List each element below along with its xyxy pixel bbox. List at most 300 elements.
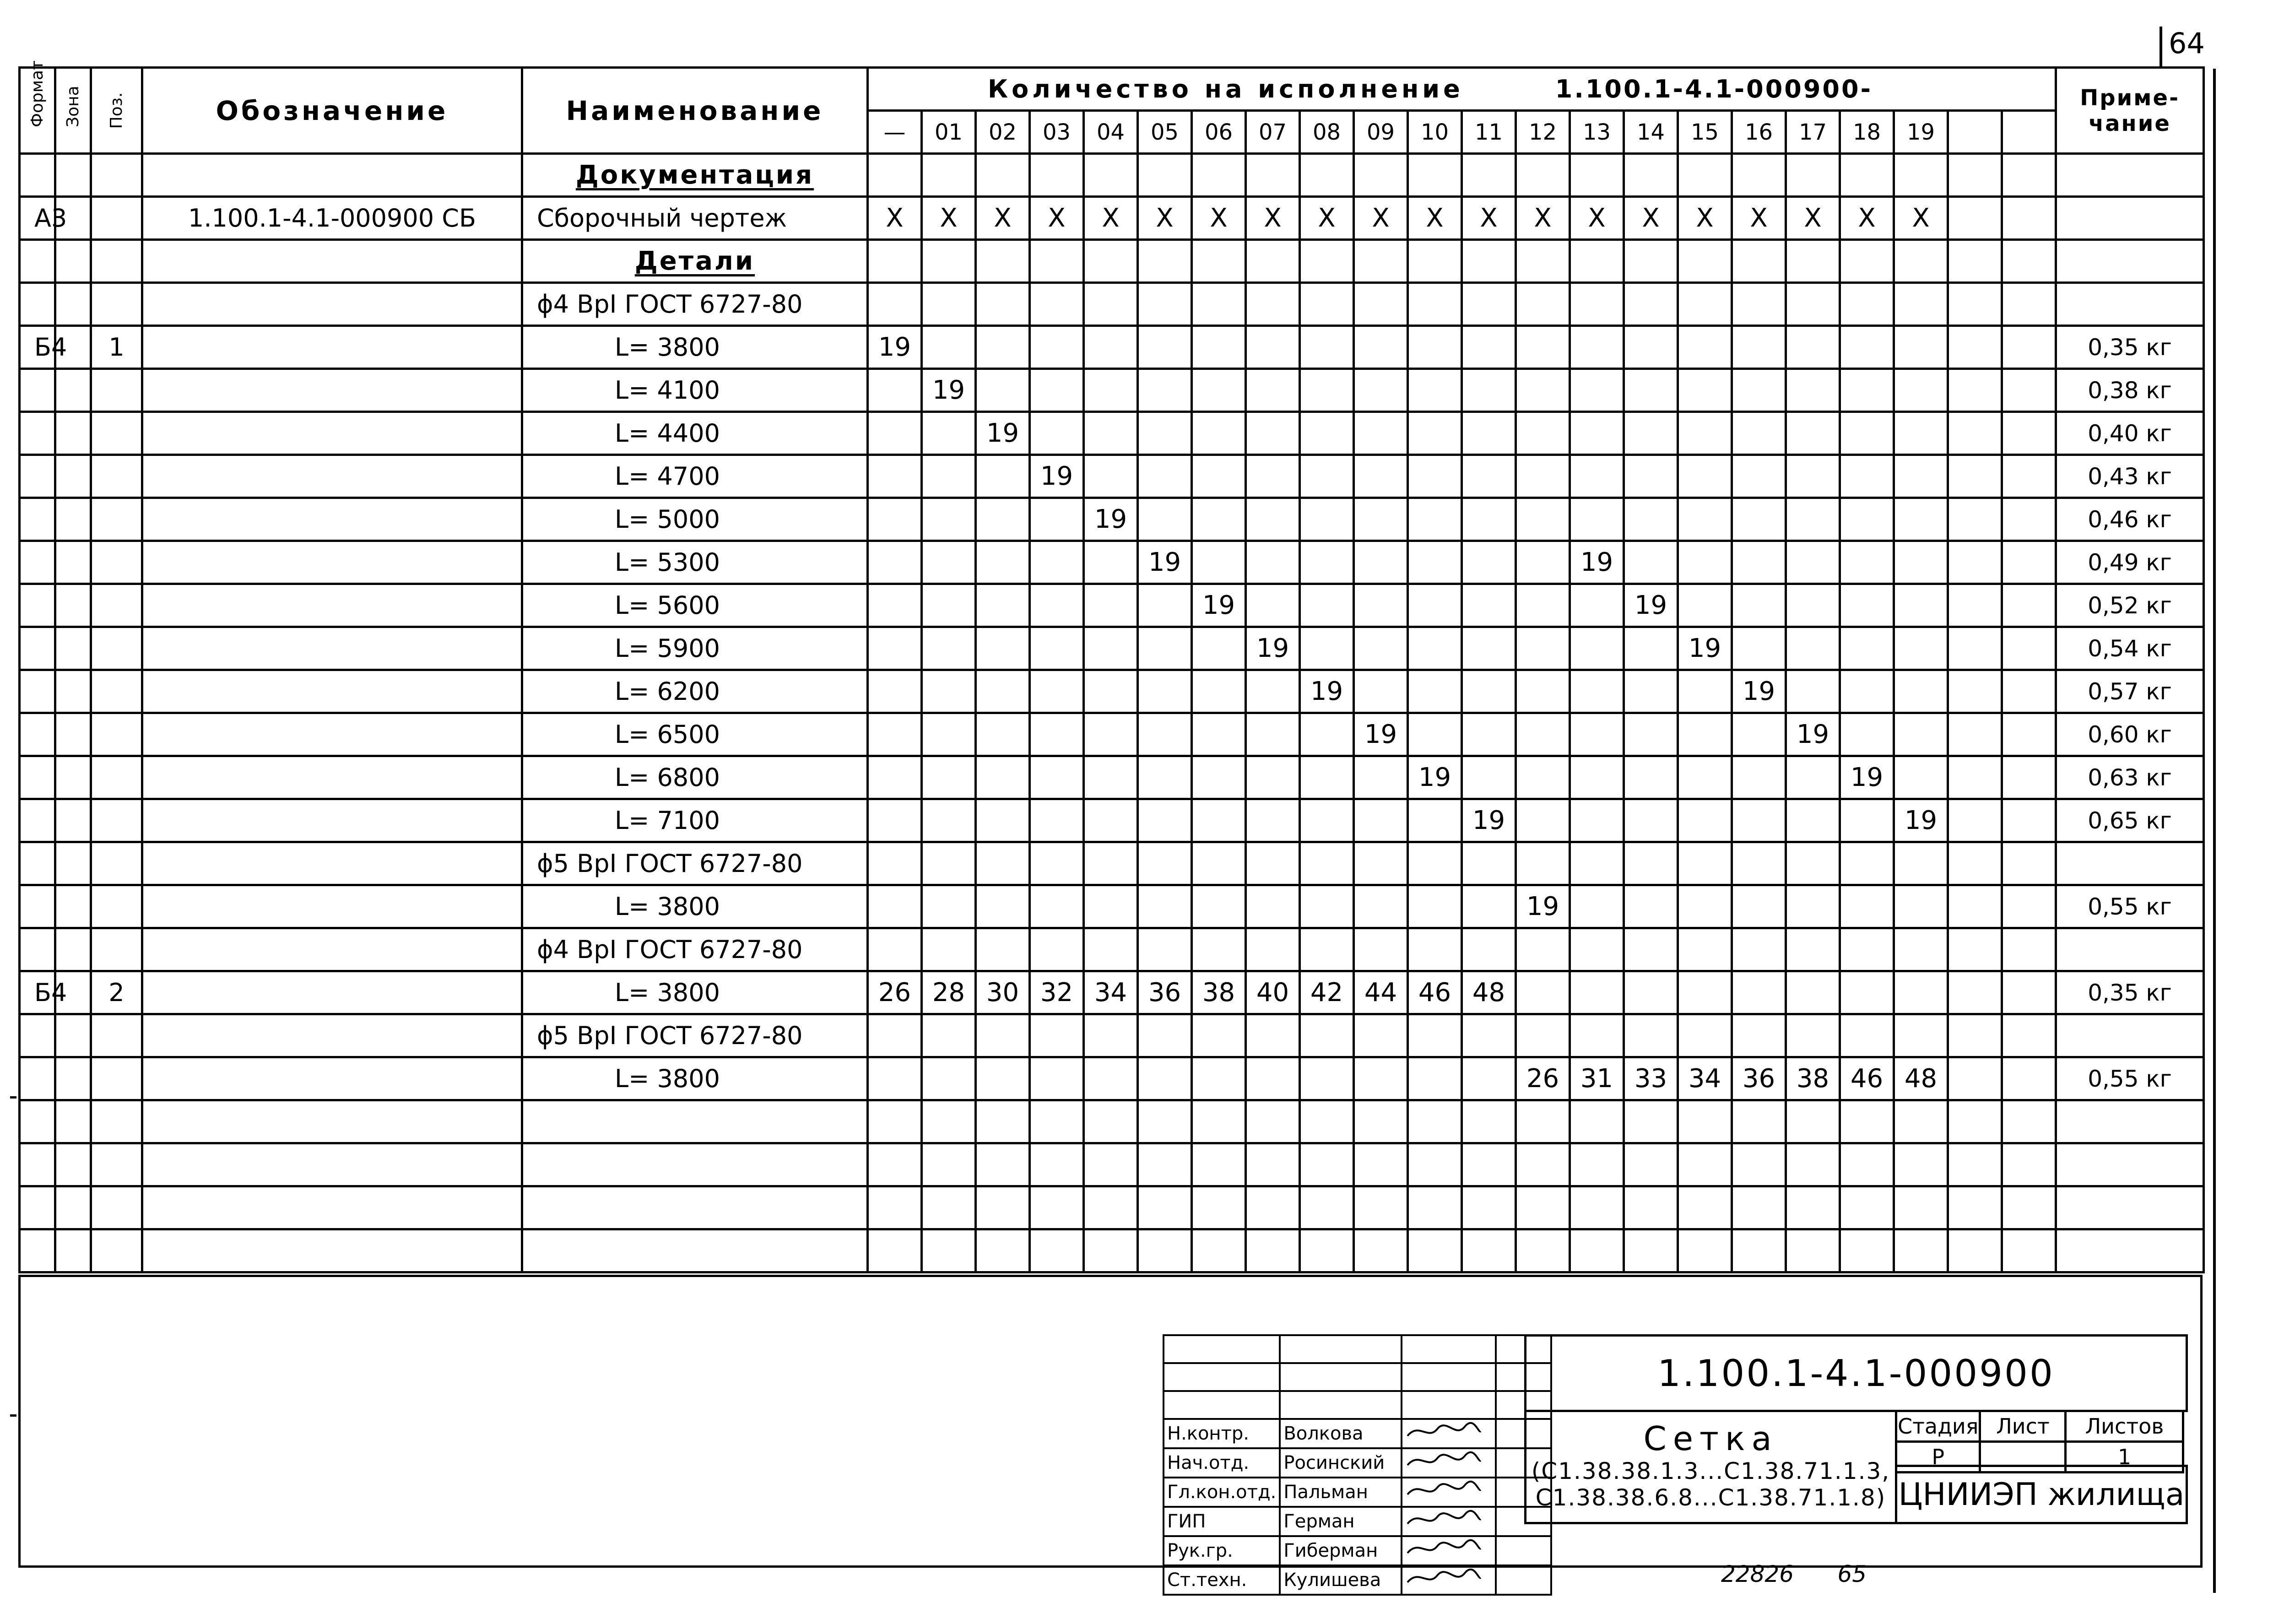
quantity-cell (1570, 842, 1624, 885)
quantity-cell (1192, 1186, 1246, 1229)
signature-date (1496, 1536, 1551, 1565)
designation-cell (142, 885, 522, 928)
quantity-cell (1678, 928, 1732, 971)
table-row (20, 154, 2204, 197)
quantity-cell (922, 713, 976, 756)
quantity-cell (1408, 1014, 1462, 1057)
name-cell: L= 4400 (522, 412, 868, 455)
quantity-cell (1246, 369, 1300, 412)
quantity-cell: X (1516, 197, 1570, 240)
quantity-cell (1246, 1057, 1300, 1100)
quantity-cell (1948, 928, 2002, 971)
zone-cell (55, 713, 91, 756)
quantity-cell (976, 541, 1030, 584)
signature-blank-cell (1280, 1335, 1402, 1363)
quantity-cell (1786, 670, 1840, 713)
designation-cell (142, 799, 522, 842)
quantity-cell (868, 498, 922, 541)
quantity-cell (922, 1100, 976, 1143)
quantity-cell (1894, 670, 1948, 713)
quantity-cell (1570, 670, 1624, 713)
zone-cell (55, 584, 91, 627)
quantity-cell: 19 (1192, 584, 1246, 627)
quantity-cell (868, 799, 922, 842)
quantity-cell (1192, 627, 1246, 670)
quantity-cell (1894, 283, 1948, 326)
signature-blank-cell (1280, 1363, 1402, 1391)
quantity-cell (1462, 1229, 1516, 1272)
designation-cell (142, 1186, 522, 1229)
table-row (20, 283, 2204, 326)
format-cell (20, 670, 55, 713)
quantity-cell (1192, 498, 1246, 541)
variant-header: 01 (922, 111, 976, 154)
quantity-cell (1462, 498, 1516, 541)
quantity-cell (976, 1186, 1030, 1229)
quantity-cell (1192, 412, 1246, 455)
quantity-cell (1948, 1229, 2002, 1272)
table-row (20, 1186, 2204, 1229)
signature-role: Н.контр. (1164, 1419, 1280, 1448)
variant-header: 11 (1462, 111, 1516, 154)
note-cell (2056, 283, 2204, 326)
header-row (20, 68, 2204, 111)
header-designation: Обозначение (142, 68, 522, 154)
quantity-cell (1516, 670, 1570, 713)
quantity-cell (1192, 756, 1246, 799)
quantity-cell (1570, 369, 1624, 412)
quantity-cell (1408, 584, 1462, 627)
designation-cell (142, 455, 522, 498)
zone-cell (55, 799, 91, 842)
quantity-cell (1894, 1229, 1948, 1272)
designation-cell (142, 756, 522, 799)
quantity-cell (1786, 369, 1840, 412)
quantity-cell (1030, 326, 1084, 369)
quantity-cell (1840, 713, 1894, 756)
zone-cell (55, 1229, 91, 1272)
quantity-cell (976, 369, 1030, 412)
quantity-cell (1408, 713, 1462, 756)
quantity-cell (1948, 283, 2002, 326)
table-row (20, 1014, 2204, 1057)
quantity-cell (1354, 455, 1408, 498)
quantity-cell (1840, 541, 1894, 584)
quantity-cell (1408, 154, 1462, 197)
quantity-cell (1678, 240, 1732, 283)
quantity-cell (1192, 455, 1246, 498)
table-row (20, 885, 2204, 928)
note-cell: 0,49 кг (2056, 541, 2204, 584)
quantity-cell (1570, 1229, 1624, 1272)
signature-blank-row (1164, 1363, 1551, 1391)
quantity-cell: X (1732, 197, 1786, 240)
quantity-cell (1624, 1186, 1678, 1229)
page-number: 64 (2169, 27, 2205, 60)
quantity-cell (1354, 1186, 1408, 1229)
quantity-cell (1786, 1186, 1840, 1229)
quantity-cell (1084, 885, 1138, 928)
quantity-cell (1678, 1014, 1732, 1057)
quantity-cell (922, 842, 976, 885)
table-row (20, 670, 2204, 713)
quantity-cell (1840, 842, 1894, 885)
name-cell: L= 5300 (522, 541, 868, 584)
quantity-cell (922, 1186, 976, 1229)
quantity-cell (1354, 756, 1408, 799)
position-cell (91, 885, 142, 928)
name-cell (522, 154, 868, 197)
format-cell (20, 1100, 55, 1143)
quantity-cell (1570, 584, 1624, 627)
signature-blank-cell (1164, 1363, 1280, 1391)
quantity-cell (1624, 326, 1678, 369)
quantity-cell: 33 (1624, 1057, 1678, 1100)
quantity-cell (1354, 627, 1408, 670)
quantity-cell (1732, 498, 1786, 541)
quantity-cell (2002, 1100, 2056, 1143)
quantity-cell (2002, 842, 2056, 885)
quantity-cell (1084, 1229, 1138, 1272)
quantity-cell (1948, 326, 2002, 369)
quantity-cell (922, 1143, 976, 1186)
signature-blank-cell (1402, 1363, 1496, 1391)
note-cell (2056, 928, 2204, 971)
quantity-cell (1300, 541, 1354, 584)
quantity-cell (1246, 756, 1300, 799)
quantity-cell (1786, 842, 1840, 885)
quantity-cell (1840, 369, 1894, 412)
quantity-cell (2002, 1057, 2056, 1100)
quantity-cell: 26 (868, 971, 922, 1014)
quantity-cell (1948, 971, 2002, 1014)
quantity-cell (868, 885, 922, 928)
quantity-cell (1516, 928, 1570, 971)
position-cell (91, 455, 142, 498)
quantity-cell (1462, 455, 1516, 498)
quantity-cell (1516, 1014, 1570, 1057)
zone-cell (55, 756, 91, 799)
quantity-cell (1138, 1143, 1192, 1186)
quantity-cell (1894, 584, 1948, 627)
quantity-cell (1516, 455, 1570, 498)
quantity-cell (1840, 1100, 1894, 1143)
quantity-cell (1516, 541, 1570, 584)
quantity-cell (1894, 971, 1948, 1014)
note-cell (2056, 1143, 2204, 1186)
note-cell: 0,55 кг (2056, 1057, 2204, 1100)
quantity-cell (1408, 326, 1462, 369)
note-cell (2056, 240, 2204, 283)
variant-header: 16 (1732, 111, 1786, 154)
quantity-cell (2002, 928, 2056, 971)
quantity-cell: 19 (1030, 455, 1084, 498)
quantity-cell (1246, 240, 1300, 283)
quantity-cell: X (1624, 197, 1678, 240)
quantity-cell (1570, 1186, 1624, 1229)
quantity-cell (1678, 1143, 1732, 1186)
format-cell: А3 (20, 197, 55, 240)
quantity-cell (1462, 842, 1516, 885)
signature-row (1164, 1419, 1551, 1448)
format-cell (20, 1186, 55, 1229)
format-cell (20, 1229, 55, 1272)
note-cell (2056, 1100, 2204, 1143)
quantity-cell (1246, 1229, 1300, 1272)
table-row (20, 197, 2204, 240)
quantity-cell (868, 541, 922, 584)
header-quantity: Количество на исполнение 1.100.1-4.1-000900- (868, 68, 2056, 111)
quantity-cell: 19 (1786, 713, 1840, 756)
quantity-cell (1462, 283, 1516, 326)
quantity-cell (1678, 154, 1732, 197)
quantity-cell (1894, 842, 1948, 885)
quantity-cell: 31 (1570, 1057, 1624, 1100)
quantity-cell (1408, 369, 1462, 412)
quantity-cell (1138, 283, 1192, 326)
quantity-cell (1084, 756, 1138, 799)
quantity-cell: 19 (1246, 627, 1300, 670)
quantity-cell (1894, 498, 1948, 541)
quantity-cell (1894, 627, 1948, 670)
quantity-cell (1624, 799, 1678, 842)
quantity-cell: X (1408, 197, 1462, 240)
designation-cell (142, 1100, 522, 1143)
header-position: Поз. (91, 68, 142, 154)
quantity-cell (1624, 842, 1678, 885)
name-cell: Сборочный чертеж (522, 197, 868, 240)
name-cell: ϕ5 ВрI ГОСТ 6727-80 (522, 1014, 868, 1057)
variant-header: — (868, 111, 922, 154)
quantity-cell (1246, 498, 1300, 541)
quantity-cell (1084, 713, 1138, 756)
variant-header (2002, 111, 2056, 154)
section-title: Документация (575, 160, 814, 190)
quantity-cell (2002, 1186, 2056, 1229)
signature-role: ГИП (1164, 1507, 1280, 1536)
signature-role: Рук.гр. (1164, 1536, 1280, 1565)
quantity-cell (1408, 412, 1462, 455)
quantity-cell (976, 1229, 1030, 1272)
note-cell (2056, 154, 2204, 197)
quantity-cell (1030, 713, 1084, 756)
table-row (20, 240, 2204, 283)
quantity-cell (922, 627, 976, 670)
format-cell (20, 885, 55, 928)
name-cell: ϕ4 ВрI ГОСТ 6727-80 (522, 283, 868, 326)
quantity-cell (1678, 498, 1732, 541)
quantity-cell (1624, 885, 1678, 928)
quantity-cell (1192, 283, 1246, 326)
quantity-cell (1570, 498, 1624, 541)
quantity-cell (1462, 584, 1516, 627)
quantity-cell (1948, 1100, 2002, 1143)
signature-row (1164, 1536, 1551, 1565)
quantity-cell (2002, 326, 2056, 369)
name-cell: L= 5900 (522, 627, 868, 670)
left-margin-tick (10, 1414, 16, 1417)
quantity-cell (1246, 928, 1300, 971)
quantity-cell: 19 (976, 412, 1030, 455)
quantity-cell (1786, 498, 1840, 541)
quantity-cell (1030, 240, 1084, 283)
quantity-cell (868, 584, 922, 627)
quantity-cell (1786, 756, 1840, 799)
variant-header: 14 (1624, 111, 1678, 154)
quantity-cell (1948, 670, 2002, 713)
quantity-cell: 19 (922, 369, 976, 412)
quantity-cell: 19 (1408, 756, 1462, 799)
quantity-cell (1462, 1057, 1516, 1100)
stage-table (1895, 1410, 2184, 1473)
note-cell (2056, 842, 2204, 885)
quantity-cell (1948, 498, 2002, 541)
designation-cell (142, 326, 522, 369)
table-row (20, 584, 2204, 627)
quantity-cell (2002, 412, 2056, 455)
quantity-cell (1408, 541, 1462, 584)
quantity-cell (1732, 885, 1786, 928)
quantity-cell (1084, 1100, 1138, 1143)
quantity-cell (1732, 799, 1786, 842)
quantity-cell (1030, 627, 1084, 670)
format-cell: Б4 (20, 326, 55, 369)
quantity-cell (1840, 1186, 1894, 1229)
quantity-cell (1948, 240, 2002, 283)
quantity-cell (1246, 1014, 1300, 1057)
signature-date (1496, 1565, 1551, 1595)
quantity-cell (1462, 713, 1516, 756)
quantity-cell (922, 1057, 976, 1100)
quantity-cell (868, 1100, 922, 1143)
quantity-cell (1840, 283, 1894, 326)
quantity-cell (2002, 541, 2056, 584)
quantity-cell (1624, 1100, 1678, 1143)
quantity-cell (1786, 1014, 1840, 1057)
quantity-cell (1030, 283, 1084, 326)
quantity-cell (1246, 541, 1300, 584)
quantity-cell (1894, 1143, 1948, 1186)
zone-cell (55, 283, 91, 326)
quantity-cell (1030, 154, 1084, 197)
quantity-cell (1678, 584, 1732, 627)
quantity-cell (1516, 842, 1570, 885)
section-title: Детали (634, 246, 755, 276)
quantity-cell: X (1678, 197, 1732, 240)
quantity-cell (1570, 1100, 1624, 1143)
header-name: Наименование (522, 68, 868, 154)
quantity-cell (1678, 842, 1732, 885)
note-cell: 0,46 кг (2056, 498, 2204, 541)
position-cell (91, 842, 142, 885)
quantity-cell (1894, 1100, 1948, 1143)
quantity-cell (2002, 885, 2056, 928)
quantity-cell (1624, 971, 1678, 1014)
quantity-cell (1462, 240, 1516, 283)
quantity-cell (1246, 842, 1300, 885)
quantity-cell (1516, 713, 1570, 756)
quantity-cell (1030, 541, 1084, 584)
quantity-cell (1354, 1100, 1408, 1143)
name-cell (522, 1100, 868, 1143)
quantity-cell (2002, 369, 2056, 412)
quantity-cell (1246, 283, 1300, 326)
quantity-cell (1192, 326, 1246, 369)
quantity-cell (1354, 1057, 1408, 1100)
quantity-cell (2002, 756, 2056, 799)
table-row (20, 713, 2204, 756)
variant-header: 15 (1678, 111, 1732, 154)
quantity-cell (1570, 756, 1624, 799)
quantity-cell (1192, 670, 1246, 713)
zone-cell (55, 1057, 91, 1100)
variant-header: 10 (1408, 111, 1462, 154)
quantity-cell (1300, 1014, 1354, 1057)
position-cell (91, 1143, 142, 1186)
quantity-cell (1840, 326, 1894, 369)
organization-name: ЦНИИЭП жилища (1895, 1465, 2188, 1524)
quantity-cell (1948, 885, 2002, 928)
quantity-cell (868, 412, 922, 455)
quantity-cell (868, 283, 922, 326)
variant-header: 17 (1786, 111, 1840, 154)
zone-cell (55, 541, 91, 584)
quantity-cell (1516, 1229, 1570, 1272)
quantity-cell: 42 (1300, 971, 1354, 1014)
signature-row (1164, 1565, 1551, 1595)
zone-cell (55, 928, 91, 971)
quantity-cell (1084, 240, 1138, 283)
name-cell (522, 240, 868, 283)
quantity-cell (1192, 1057, 1246, 1100)
quantity-cell (1948, 1057, 2002, 1100)
quantity-cell (1786, 455, 1840, 498)
quantity-cell (1084, 541, 1138, 584)
handwritten-signature (1402, 1536, 1496, 1565)
quantity-cell (2002, 240, 2056, 283)
position-cell (91, 412, 142, 455)
quantity-cell (1570, 885, 1624, 928)
quantity-cell (1030, 756, 1084, 799)
quantity-cell (1948, 541, 2002, 584)
quantity-cell (1570, 627, 1624, 670)
quantity-cell (1084, 1057, 1138, 1100)
quantity-cell: X (1840, 197, 1894, 240)
quantity-cell (1084, 584, 1138, 627)
note-cell: 0,60 кг (2056, 713, 2204, 756)
quantity-cell (1030, 799, 1084, 842)
quantity-cell (1408, 799, 1462, 842)
note-cell: 0,63 кг (2056, 756, 2204, 799)
quantity-cell (2002, 1229, 2056, 1272)
designation-cell (142, 1014, 522, 1057)
quantity-cell (1030, 670, 1084, 713)
handwritten-signature (1402, 1478, 1496, 1507)
table-row (20, 971, 2204, 1014)
quantity-cell: 36 (1732, 1057, 1786, 1100)
signature-blank-row (1164, 1391, 1551, 1419)
quantity-cell: X (1246, 197, 1300, 240)
quantity-cell (1300, 713, 1354, 756)
signature-row (1164, 1478, 1551, 1507)
quantity-cell (1894, 928, 1948, 971)
quantity-cell (1246, 1186, 1300, 1229)
quantity-cell (1948, 842, 2002, 885)
signature-person: Росинский (1280, 1448, 1402, 1478)
quantity-cell (1354, 326, 1408, 369)
quantity-cell (1732, 756, 1786, 799)
designation-cell: 1.100.1-4.1-000900 СБ (142, 197, 522, 240)
